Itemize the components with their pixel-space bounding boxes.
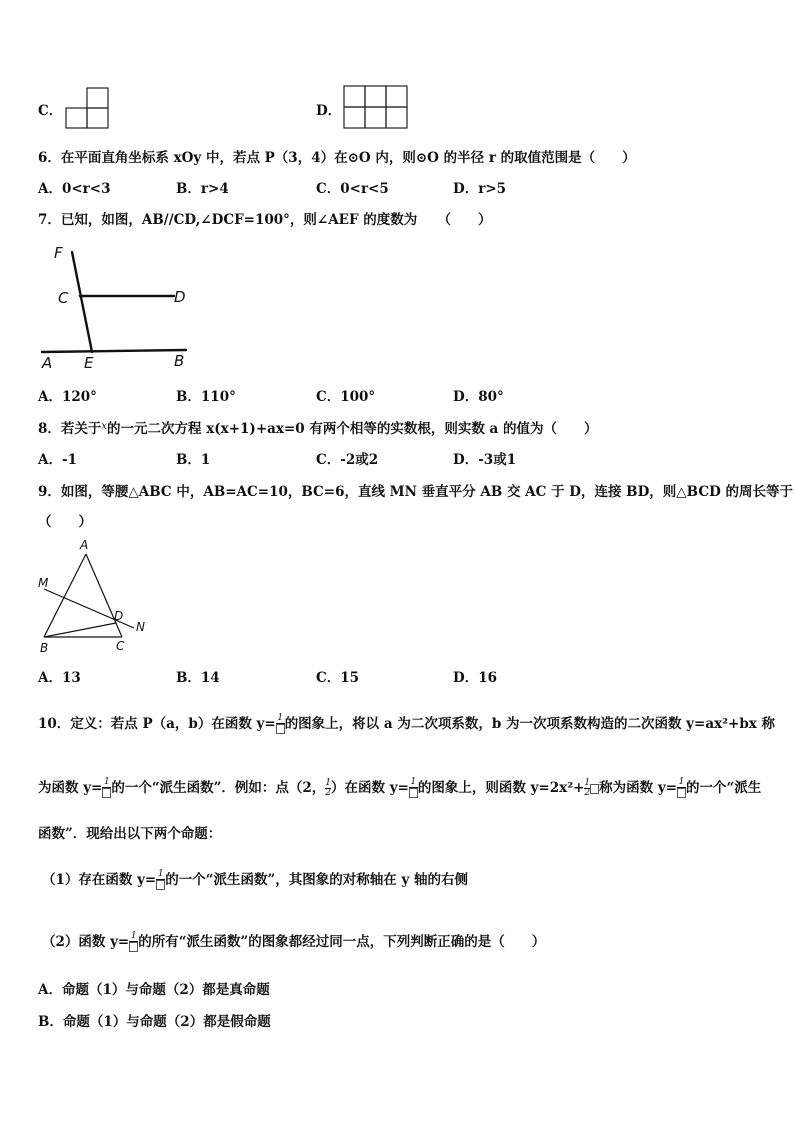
q9-stem-paren: （ ） [38,514,92,530]
q9-segment-bd [44,623,116,637]
q8-option-d: D．-3或1 [453,452,517,468]
q10-line-2-part-e: 称为函数 y= [599,780,678,796]
q7-option-b: B．110° [176,389,236,405]
frac-numerator: 1 [584,778,591,788]
q9-figure [34,536,154,658]
q5-option-d-figure [342,84,410,130]
q9-stem: 9．如图，等腰△ABC 中，AB=AC=10，BC=6，直线 MN 垂直平分 AB 交 AC 于 D，连接 BD，则△BCD 的周长等于 [38,484,793,500]
frac-numerator: 1 [157,869,164,880]
q10-prop1-part-a: （1）存在函数 y= [42,872,157,888]
q10-frac-3 [409,778,418,799]
q8-option-b: B．1 [176,452,211,468]
q9-option-c: C．15 [316,670,360,686]
placeholder-box-icon [590,784,599,794]
q6-stem: 6．在平面直角坐标系 xOy 中，若点 P（3，4）在⊙O 内，则⊙O 的半径 r 的取值范围是（ ） [38,150,636,166]
q7-label-d: D [174,288,186,306]
q10-line-2-part-a: 为函数 y= [38,780,103,796]
q10-frac-5 [156,870,165,891]
q9-label-c: C [116,639,125,653]
q7-label-c: C [58,289,69,307]
q8-variable-x: x [101,421,108,432]
q9-side-ac [86,554,122,637]
q7-label-b: B [174,352,185,370]
q7-option-a: A．120° [38,389,97,405]
q7-label-e: E [84,354,94,372]
frac-numerator: 1 [325,778,332,788]
q5-option-c-label: C． [38,103,63,119]
q8-stem-suffix: 的一元二次方程 x(x+1)+ax=0 有两个相等的实数根，则实数 a 的值为（ ） [107,421,598,437]
q10-line-2-part-f: 的一个“派生 [686,780,762,796]
q9-option-b: B．14 [176,670,220,686]
q8-stem-prefix: 8．若关于 [38,421,102,437]
q9-label-d: D [114,609,124,623]
frac-numerator: 1 [130,931,137,942]
q5-option-c-figure [64,86,110,130]
q9-option-d: D．16 [453,670,497,686]
q10-frac-4 [677,778,686,799]
frac-denominator: 2 [584,788,591,798]
q10-frac-6 [129,932,138,953]
frac-numerator: 1 [277,713,284,724]
frac-denominator: 2 [325,788,332,798]
q6-option-b: B．r>4 [176,181,229,197]
q10-line-2 [38,776,761,799]
q10-frac-1 [276,714,285,735]
q6-option-c: C．0<r<5 [316,181,389,197]
q5-option-d-label: D． [316,103,342,119]
q9-side-ab [44,554,86,637]
q10-line-1-part-b: 的图象上，将以 a 为二次项系数，b 为一次项系数构造的二次函数 y=ax²+bx 称 [284,716,776,732]
q8-option-a: A．-1 [38,452,77,468]
q10-option-a: A．命题（1）与命题（2）都是真命题 [38,982,270,998]
q10-proposition-1 [42,868,468,891]
q6-option-a: A．0<r<3 [38,181,111,197]
frac-numerator: 1 [103,777,110,788]
q9-label-a: A [80,538,89,552]
q10-prop2-part-a: （2）函数 y= [42,934,130,950]
q9-label-m: M [38,576,49,590]
q8-stem [38,417,597,437]
q8-option-c: C．-2或2 [316,452,379,468]
q10-prop1-part-b: 的一个“派生函数”，其图象的对称轴在 y 轴的右侧 [165,872,469,888]
q7-line-fe [72,252,92,352]
q10-line-2-part-b: 的一个“派生函数”．例如：点（2， [111,780,326,796]
frac-numerator: 1 [678,777,685,788]
q10-prop2-part-b: 的所有“派生函数”的图象都经过同一点，下列判断正确的是（ ） [138,934,546,950]
q7-line-ab [42,350,186,352]
q7-option-c: C．100° [316,389,376,405]
q10-line-2-part-c: ）在函数 y= [331,780,409,796]
q9-label-n: N [136,620,145,634]
frac-numerator: 1 [410,777,417,788]
q7-stem: 7．已知，如图，AB//CD,∠DCF=100°，则∠AEF 的度数为 （ ） [38,212,492,228]
q10-line-1 [38,712,775,735]
q9-option-a: A．13 [38,670,81,686]
q9-label-b: B [40,641,49,655]
q6-option-d: D．r>5 [453,181,507,197]
q7-option-d: D．80° [453,389,504,405]
q10-line-3: 函数”．现给出以下两个命题： [38,826,222,842]
q10-proposition-2 [42,930,545,953]
q10-line-1-part-a: 10．定义：若点 P（a，b）在函数 y= [38,716,276,732]
q7-figure [34,236,194,372]
q10-option-b: B．命题（1）与命题（2）都是假命题 [38,1014,271,1030]
q10-frac-2 [102,778,111,799]
q7-label-f: F [54,244,63,262]
q10-line-2-part-d: 的图象上，则函数 y=2x²+ [417,780,585,796]
q7-label-a: A [42,354,53,372]
